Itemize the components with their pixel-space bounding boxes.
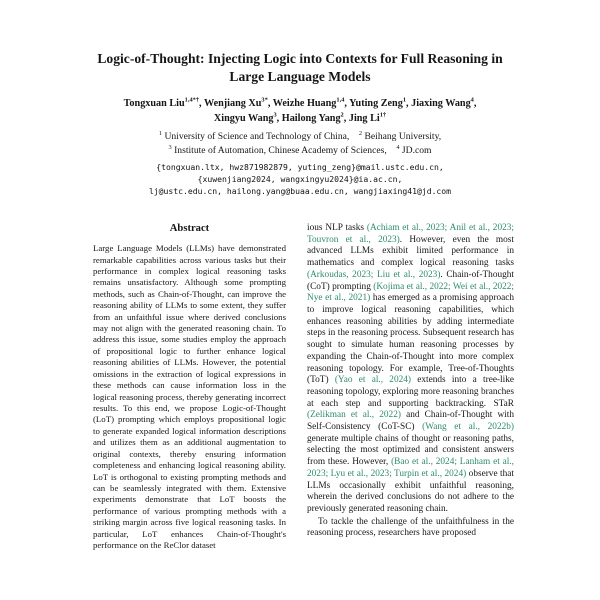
affiliation-line-2: $^3$ Institute of Automation, Chinese Academy of Sciences, $^4$ JD.com [168,143,432,157]
abstract-text: Large Language Models (LLMs) have demonstrated remarkable capabilities across various tasks but their performance in complex logical reasoning tasks remains unsatisfactory. Although some prompting methods, such as Chain-of-Thought, can improve the reasoning ability of LLMs to some extent, they suffer from an unfaithful issue where derived conclusions may not align with the generated reasoning chain. To address this issue, some studies employ the approach of propositional logic to further enhance logical reasoning abilities of LLMs. However, the potential omissions in the extraction of logical expressions in these methods can cause information loss in the logical reasoning process, thereby generating incorrect results. To this end, we propose Logic-of-Thought (LoT) prompting which employs propositional logic to generate expanded logical information descriptions and utilizes them as an additional augmentation to original contexts, thereby ensuring information completeness and enhancing logical reasoning ability. LoT is orthogonal to existing prompting methods and can be seamlessly integrated with them. Extensive experiments demonstrate that LoT boosts the performance of various prompting methods with a striking margin across five logical reasoning tasks. In particular, LoT enhances Chain-of-Thought's performance on the ReClor dataset [93,243,286,551]
affiliation-block [86,130,514,157]
email-line-1: {tongxuan.ltx, hwz871982879, yuting_zeng}@mail.ustc.edu.cn, [156,161,444,172]
paper-title: Logic-of-Thought: Injecting Logic into Contexts for Full Reasoning in Large Language Models [97,51,503,84]
right-column [307,223,514,551]
intro-paragraph-1: ious NLP tasks (Achiam et al., 2023; Anil et al., 2023; Touvron et al., 2023). However, even the most advanced LLMs exhibit limited performance in mathematics and complex logical reasoning tasks (Arkoudas, 2023; Liu et al., 2023). Chain-of-Thought (CoT) prompting (Kojima et al., 2022; Wei et al., 2022; Nye et al., 2021) has emerged as a promising approach to improve logical reasoning capabilities, which enhances reasoning abilities by adding intermediate steps in the reasoning process. Subsequent research has sought to simulate human reasoning processes by expanding the Chain-of-Thought into more complex reasoning topology. For example, Tree-of-Thoughts (ToT) (Yao et al., 2024) extends into a tree-like reasoning topology, exploring more reasoning branches at each step and supporting backtracking. STaR (Zelikman et al., 2022) and Chain-of-Thought with Self-Consistency (CoT-SC) (Wang et al., 2022b) generate multiple chains of thought or reasoning paths, selecting the most optimized and consistent answers from these. However, (Bao et al., 2024; Lanham et al., 2023; Lyu et al., 2023; Turpin et al., 2024) observe that LLMs occasionally exhibit unfaithful reasoning, wherein the derived conclusions do not adhere to the previously generated reasoning chain. [307,223,515,514]
two-column-body [86,223,514,551]
email-block [86,161,514,197]
author-line-1: Tongxuan Liu$^{1,4*\dagger}$, Wenjiang $Xu^{3*}$, Weizhe Huang$^{1,4}$, Yuting Zeng$^1$, Jiaxing Wang$^4$, [123,96,477,109]
email-line-2: {xuwenjiang2024, wangxingyu2024}@ia.ac.cn, [197,173,403,184]
abstract-heading: Abstract [169,223,210,235]
email-line-3: lj@ustc.edu.cn, hailong.yang@buaa.edu.cn, wangjiaxing41@jd.com [148,185,452,196]
left-column [86,223,293,551]
author-line-2: Xingyu Wang$^3$, Hailong Yang$^2$, Jing $Li^{1\dagger}$ [213,111,387,124]
intro-paragraph-2: To tackle the challenge of the unfaithfulness in the reasoning process, researchers have proposed [307,516,514,539]
affiliation-line-1: $^1$ University of Science and Technology of China, $^2$ Beihang University, [158,130,442,143]
author-block [86,97,514,127]
